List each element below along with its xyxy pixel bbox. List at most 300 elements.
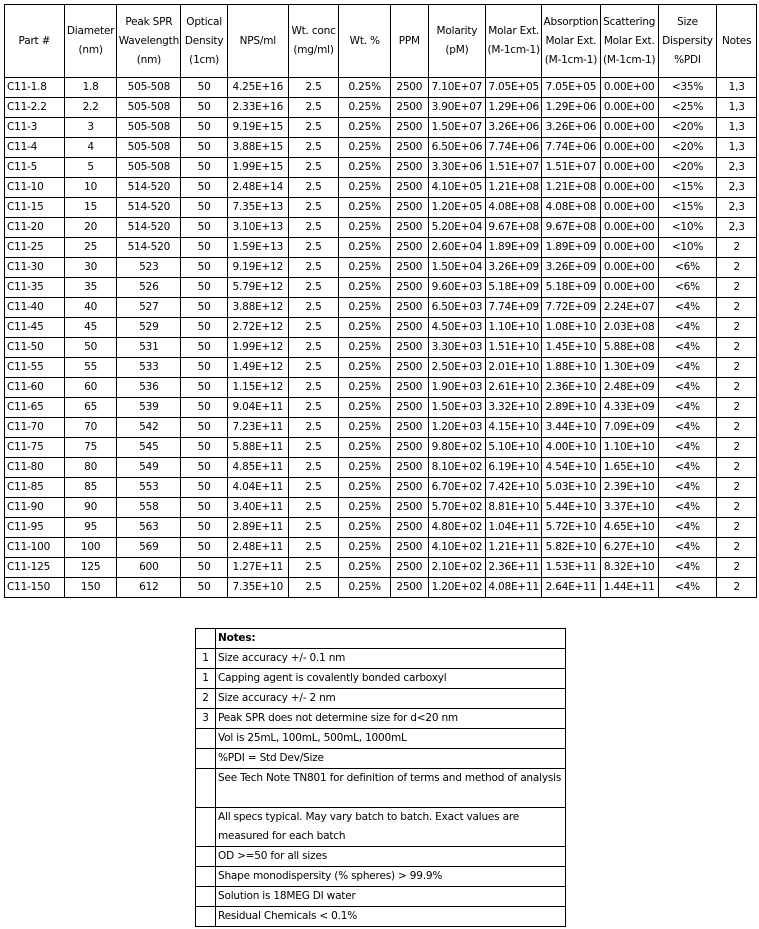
note-number	[196, 808, 216, 847]
table-cell: 1.51E+10	[486, 338, 542, 358]
table-cell: 30	[64, 258, 117, 278]
table-cell: 558	[117, 498, 181, 518]
part-number-cell: C11-1.8	[5, 78, 65, 98]
table-cell: 2	[717, 578, 757, 598]
table-row	[5, 558, 757, 578]
table-cell: <4%	[658, 318, 717, 338]
table-cell: 2.5	[288, 278, 339, 298]
table-cell: 2500	[391, 338, 428, 358]
table-cell: <4%	[658, 538, 717, 558]
table-cell: 0.00E+00	[600, 258, 658, 278]
table-cell: 2	[717, 518, 757, 538]
table-cell: 2500	[391, 138, 428, 158]
table-cell: <20%	[658, 118, 717, 138]
table-row	[5, 238, 757, 258]
table-cell: 2	[717, 278, 757, 298]
table-cell: 1.45E+10	[542, 338, 601, 358]
table-cell: 0.25%	[339, 438, 391, 458]
table-cell: 2500	[391, 258, 428, 278]
table-cell: 1.89E+09	[542, 238, 601, 258]
table-cell: <10%	[658, 238, 717, 258]
note-row	[196, 867, 566, 887]
table-cell: 2500	[391, 378, 428, 398]
table-cell: 1.50E+07	[428, 118, 486, 138]
table-cell: 2500	[391, 578, 428, 598]
part-number-cell: C11-4	[5, 138, 65, 158]
table-cell: 0.00E+00	[600, 158, 658, 178]
note-row	[196, 749, 566, 769]
note-row	[196, 769, 566, 808]
table-cell: 50	[181, 158, 228, 178]
note-number	[196, 907, 216, 927]
table-cell: 4.00E+10	[542, 438, 601, 458]
table-cell: 4.10E+05	[428, 178, 486, 198]
table-cell: 2.2	[64, 98, 117, 118]
note-row	[196, 887, 566, 907]
part-number-cell: C11-5	[5, 158, 65, 178]
table-cell: 2.5	[288, 258, 339, 278]
part-number-cell: C11-60	[5, 378, 65, 398]
table-cell: 3.88E+15	[227, 138, 288, 158]
table-cell: 5.88E+11	[227, 438, 288, 458]
table-cell: 90	[64, 498, 117, 518]
table-cell: 1,3	[717, 78, 757, 98]
table-cell: 25	[64, 238, 117, 258]
table-cell: 545	[117, 438, 181, 458]
table-cell: 50	[181, 358, 228, 378]
column-header: Size Dispersity %PDI	[658, 5, 717, 78]
table-cell: 2.5	[288, 498, 339, 518]
table-cell: 50	[181, 498, 228, 518]
column-header: Absorption Molar Ext. (M-1cm-1)	[542, 5, 601, 78]
table-cell: 4.80E+02	[428, 518, 486, 538]
table-cell: 4.65E+10	[600, 518, 658, 538]
column-header: Wt. conc (mg/ml)	[288, 5, 339, 78]
table-cell: 2500	[391, 358, 428, 378]
table-cell: 0.25%	[339, 218, 391, 238]
table-cell: 2	[717, 438, 757, 458]
table-cell: 1.30E+09	[600, 358, 658, 378]
part-number-cell: C11-100	[5, 538, 65, 558]
table-cell: 0.25%	[339, 298, 391, 318]
table-cell: 2.5	[288, 538, 339, 558]
table-cell: 2,3	[717, 218, 757, 238]
table-cell: 5.70E+02	[428, 498, 486, 518]
table-cell: 5.18E+09	[486, 278, 542, 298]
table-cell: 1.53E+11	[542, 558, 601, 578]
table-row	[5, 158, 757, 178]
note-text: See Tech Note TN801 for definition of terms and method of analysis	[216, 769, 566, 808]
table-cell: 4.85E+11	[227, 458, 288, 478]
note-number	[196, 867, 216, 887]
table-cell: 514-520	[117, 178, 181, 198]
table-cell: 5.72E+10	[542, 518, 601, 538]
table-cell: 0.25%	[339, 258, 391, 278]
table-cell: 5.82E+10	[542, 538, 601, 558]
part-number-cell: C11-95	[5, 518, 65, 538]
table-cell: 2	[717, 558, 757, 578]
table-cell: 0.00E+00	[600, 78, 658, 98]
note-text: OD >=50 for all sizes	[216, 847, 566, 867]
table-cell: 5	[64, 158, 117, 178]
part-number-cell: C11-20	[5, 218, 65, 238]
table-cell: 2.5	[288, 178, 339, 198]
table-cell: 7.74E+06	[542, 138, 601, 158]
table-cell: 2.89E+11	[227, 518, 288, 538]
table-row	[5, 518, 757, 538]
table-cell: 505-508	[117, 78, 181, 98]
part-number-cell: C11-35	[5, 278, 65, 298]
table-cell: 2	[717, 378, 757, 398]
table-cell: 0.25%	[339, 558, 391, 578]
table-cell: 514-520	[117, 238, 181, 258]
column-header: NPS/ml	[227, 5, 288, 78]
table-cell: 2.5	[288, 418, 339, 438]
table-cell: 6.27E+10	[600, 538, 658, 558]
table-cell: 1.29E+06	[542, 98, 601, 118]
note-number: 3	[196, 709, 216, 729]
table-cell: 2500	[391, 558, 428, 578]
table-cell: 549	[117, 458, 181, 478]
table-cell: 6.19E+10	[486, 458, 542, 478]
table-cell: 2.5	[288, 438, 339, 458]
table-cell: 50	[181, 318, 228, 338]
note-number	[196, 769, 216, 808]
table-cell: 505-508	[117, 138, 181, 158]
table-cell: 4.08E+08	[542, 198, 601, 218]
table-row	[5, 138, 757, 158]
column-header: Peak SPR Wavelength (nm)	[117, 5, 181, 78]
table-cell: 1.04E+11	[486, 518, 542, 538]
table-cell: 2500	[391, 118, 428, 138]
table-cell: 100	[64, 538, 117, 558]
table-cell: 1.50E+03	[428, 398, 486, 418]
table-cell: 4.25E+16	[227, 78, 288, 98]
table-cell: 50	[181, 198, 228, 218]
table-cell: 2.5	[288, 478, 339, 498]
table-row	[5, 458, 757, 478]
table-cell: 50	[181, 278, 228, 298]
table-cell: 2.5	[288, 118, 339, 138]
table-cell: 0.25%	[339, 278, 391, 298]
table-cell: 2.5	[288, 338, 339, 358]
table-cell: 2.5	[288, 358, 339, 378]
notes-header-row	[196, 629, 566, 649]
table-cell: 4.33E+09	[600, 398, 658, 418]
table-cell: 3.26E+06	[486, 118, 542, 138]
table-cell: 2500	[391, 458, 428, 478]
note-text: All specs typical. May vary batch to batch. Exact values are measured for each batch	[216, 808, 566, 847]
table-cell: 526	[117, 278, 181, 298]
table-cell: <35%	[658, 78, 717, 98]
table-cell: 1.20E+02	[428, 578, 486, 598]
table-cell: 75	[64, 438, 117, 458]
notes-title: Notes:	[216, 629, 566, 649]
table-cell: 7.10E+07	[428, 78, 486, 98]
note-text: Vol is 25mL, 100mL, 500mL, 1000mL	[216, 729, 566, 749]
table-cell: 50	[181, 138, 228, 158]
table-cell: 1.65E+10	[600, 458, 658, 478]
note-text: Shape monodispersity (% spheres) > 99.9%	[216, 867, 566, 887]
table-cell: 50	[181, 538, 228, 558]
table-cell: 3.26E+06	[542, 118, 601, 138]
table-cell: 2,3	[717, 178, 757, 198]
part-number-cell: C11-25	[5, 238, 65, 258]
table-cell: 2.72E+12	[227, 318, 288, 338]
table-cell: 150	[64, 578, 117, 598]
table-cell: 3.37E+10	[600, 498, 658, 518]
note-row	[196, 907, 566, 927]
table-cell: 0.25%	[339, 98, 391, 118]
table-row	[5, 278, 757, 298]
table-cell: 50	[181, 338, 228, 358]
table-cell: 2500	[391, 518, 428, 538]
table-cell: 1.51E+07	[542, 158, 601, 178]
note-row	[196, 689, 566, 709]
table-cell: 0.25%	[339, 378, 391, 398]
table-cell: 2.5	[288, 398, 339, 418]
table-row	[5, 78, 757, 98]
table-cell: 9.80E+02	[428, 438, 486, 458]
table-cell: 2500	[391, 398, 428, 418]
table-cell: <6%	[658, 258, 717, 278]
table-cell: 3.26E+09	[542, 258, 601, 278]
column-header: PPM	[391, 5, 428, 78]
part-number-cell: C11-85	[5, 478, 65, 498]
table-cell: 50	[181, 478, 228, 498]
part-number-cell: C11-75	[5, 438, 65, 458]
table-cell: <4%	[658, 578, 717, 598]
table-cell: 2	[717, 318, 757, 338]
table-cell: 514-520	[117, 218, 181, 238]
table-cell: 7.35E+10	[227, 578, 288, 598]
note-text: Size accuracy +/- 2 nm	[216, 689, 566, 709]
table-cell: <10%	[658, 218, 717, 238]
table-cell: 2500	[391, 218, 428, 238]
table-cell: <4%	[658, 418, 717, 438]
table-cell: 70	[64, 418, 117, 438]
table-cell: 50	[181, 578, 228, 598]
note-text: Solution is 18MEG DI water	[216, 887, 566, 907]
table-cell: 0.00E+00	[600, 198, 658, 218]
table-cell: 539	[117, 398, 181, 418]
column-header: Scattering Molar Ext. (M-1cm-1)	[600, 5, 658, 78]
table-cell: <15%	[658, 178, 717, 198]
part-number-cell: C11-50	[5, 338, 65, 358]
table-row	[5, 478, 757, 498]
table-cell: 3.10E+13	[227, 218, 288, 238]
table-cell: 1.49E+12	[227, 358, 288, 378]
table-cell: 1.20E+05	[428, 198, 486, 218]
table-cell: 6.50E+03	[428, 298, 486, 318]
table-cell: <6%	[658, 278, 717, 298]
table-cell: 569	[117, 538, 181, 558]
table-cell: 505-508	[117, 158, 181, 178]
table-cell: 8.32E+10	[600, 558, 658, 578]
table-cell: 2.33E+16	[227, 98, 288, 118]
table-cell: 8.81E+10	[486, 498, 542, 518]
table-cell: 2.50E+03	[428, 358, 486, 378]
table-cell: 1.59E+13	[227, 238, 288, 258]
table-cell: 0.25%	[339, 458, 391, 478]
table-cell: 1.8	[64, 78, 117, 98]
table-cell: 2.01E+10	[486, 358, 542, 378]
table-cell: 0.25%	[339, 518, 391, 538]
table-cell: <4%	[658, 378, 717, 398]
table-cell: 85	[64, 478, 117, 498]
part-number-cell: C11-3	[5, 118, 65, 138]
table-cell: 0.25%	[339, 398, 391, 418]
table-cell: 1.99E+12	[227, 338, 288, 358]
table-cell: 2.60E+04	[428, 238, 486, 258]
table-cell: 50	[181, 418, 228, 438]
table-cell: 1.89E+09	[486, 238, 542, 258]
table-cell: <4%	[658, 358, 717, 378]
table-cell: 50	[181, 118, 228, 138]
table-cell: 2,3	[717, 158, 757, 178]
table-cell: 4.04E+11	[227, 478, 288, 498]
table-cell: 2.48E+11	[227, 538, 288, 558]
part-number-cell: C11-150	[5, 578, 65, 598]
table-cell: 2.5	[288, 138, 339, 158]
note-number: 1	[196, 649, 216, 669]
table-cell: 0.25%	[339, 118, 391, 138]
table-cell: 9.19E+15	[227, 118, 288, 138]
table-row	[5, 438, 757, 458]
table-cell: 2.5	[288, 218, 339, 238]
table-cell: 6.50E+06	[428, 138, 486, 158]
table-row	[5, 98, 757, 118]
table-cell: 2.39E+10	[600, 478, 658, 498]
table-cell: 9.67E+08	[542, 218, 601, 238]
table-cell: 527	[117, 298, 181, 318]
column-header: Part #	[5, 5, 65, 78]
table-cell: 563	[117, 518, 181, 538]
table-cell: 5.10E+10	[486, 438, 542, 458]
table-cell: 55	[64, 358, 117, 378]
table-cell: 0.00E+00	[600, 118, 658, 138]
table-cell: 4.50E+03	[428, 318, 486, 338]
table-row	[5, 358, 757, 378]
table-cell: 7.74E+06	[486, 138, 542, 158]
table-cell: 50	[181, 518, 228, 538]
table-cell: 1.10E+10	[600, 438, 658, 458]
table-cell: 1.21E+11	[486, 538, 542, 558]
table-row	[5, 538, 757, 558]
table-cell: 50	[181, 98, 228, 118]
table-cell: 2.24E+07	[600, 298, 658, 318]
notes-body	[196, 629, 566, 927]
table-cell: 612	[117, 578, 181, 598]
column-header: Molarity (pM)	[428, 5, 486, 78]
table-cell: 2500	[391, 98, 428, 118]
table-cell: 2500	[391, 278, 428, 298]
table-cell: <4%	[658, 458, 717, 478]
table-cell: <4%	[658, 298, 717, 318]
table-cell: 50	[181, 298, 228, 318]
table-cell: 1.21E+08	[542, 178, 601, 198]
note-text: Size accuracy +/- 0.1 nm	[216, 649, 566, 669]
table-cell: 2500	[391, 158, 428, 178]
note-text: Peak SPR does not determine size for d<20 nm	[216, 709, 566, 729]
table-cell: 1.90E+03	[428, 378, 486, 398]
table-cell: 2,3	[717, 198, 757, 218]
table-cell: 50	[181, 238, 228, 258]
part-number-cell: C11-80	[5, 458, 65, 478]
table-cell: 2	[717, 258, 757, 278]
table-cell: 1,3	[717, 98, 757, 118]
table-cell: <25%	[658, 98, 717, 118]
part-number-cell: C11-125	[5, 558, 65, 578]
table-cell: <4%	[658, 478, 717, 498]
table-row	[5, 378, 757, 398]
column-header: Diameter (nm)	[64, 5, 117, 78]
table-cell: 2500	[391, 478, 428, 498]
table-cell: 2	[717, 358, 757, 378]
table-cell: 0.25%	[339, 498, 391, 518]
table-row	[5, 578, 757, 598]
table-cell: 80	[64, 458, 117, 478]
table-cell: 0.00E+00	[600, 178, 658, 198]
table-cell: 2.5	[288, 578, 339, 598]
table-cell: 0.25%	[339, 138, 391, 158]
table-cell: 7.05E+05	[486, 78, 542, 98]
table-cell: 15	[64, 198, 117, 218]
part-number-cell: C11-90	[5, 498, 65, 518]
table-cell: 7.42E+10	[486, 478, 542, 498]
table-row	[5, 338, 757, 358]
table-cell: <4%	[658, 398, 717, 418]
table-cell: 1.20E+03	[428, 418, 486, 438]
table-cell: 1.15E+12	[227, 378, 288, 398]
table-row	[5, 418, 757, 438]
table-cell: 0.25%	[339, 478, 391, 498]
note-row	[196, 669, 566, 689]
table-cell: 7.72E+09	[542, 298, 601, 318]
column-header: Molar Ext. (M-1cm-1)	[486, 5, 542, 78]
table-cell: 2500	[391, 78, 428, 98]
table-cell: 2500	[391, 538, 428, 558]
table-cell: 3.30E+06	[428, 158, 486, 178]
table-cell: 1,3	[717, 138, 757, 158]
table-cell: 3.90E+07	[428, 98, 486, 118]
table-cell: 536	[117, 378, 181, 398]
notes-header-blank	[196, 629, 216, 649]
table-cell: 0.00E+00	[600, 98, 658, 118]
table-cell: 95	[64, 518, 117, 538]
table-row	[5, 498, 757, 518]
table-cell: 2.03E+08	[600, 318, 658, 338]
table-cell: 9.04E+11	[227, 398, 288, 418]
table-cell: 2.36E+11	[486, 558, 542, 578]
table-cell: 0.25%	[339, 358, 391, 378]
table-cell: 2500	[391, 178, 428, 198]
table-cell: 531	[117, 338, 181, 358]
table-cell: <4%	[658, 518, 717, 538]
table-cell: 0.25%	[339, 178, 391, 198]
table-cell: 1.27E+11	[227, 558, 288, 578]
table-cell: 2.5	[288, 518, 339, 538]
table-row	[5, 298, 757, 318]
table-cell: 2	[717, 478, 757, 498]
table-cell: 2.5	[288, 458, 339, 478]
table-cell: 3.40E+11	[227, 498, 288, 518]
table-cell: 600	[117, 558, 181, 578]
table-cell: <4%	[658, 338, 717, 358]
table-cell: 5.79E+12	[227, 278, 288, 298]
table-cell: 50	[181, 558, 228, 578]
part-number-cell: C11-10	[5, 178, 65, 198]
